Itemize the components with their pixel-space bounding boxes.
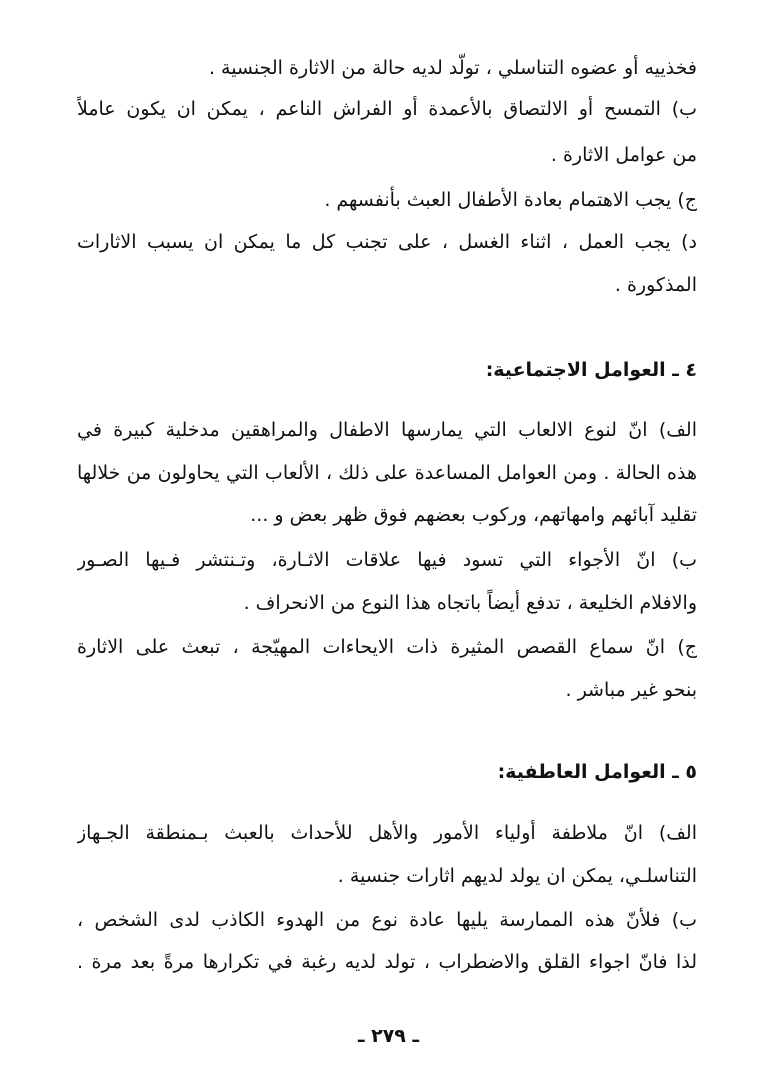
text-line-3: من عوامل الاثارة .	[550, 144, 697, 166]
text-line-16: الف) انّ ملاطفة أولياء الأمور والأهل للأحداث بالعبث بـمنطقة الجـهاز	[77, 822, 697, 844]
text-line-9: هذه الحالة . ومن العوامل المساعدة على ذلك ، الألعاب التي يحاولون من خلالها	[77, 462, 697, 484]
text-line-11: ب) انّ الأجواء التي تسود فيها علاقات الاثـارة، وتـنتشر فـيها الصـور	[77, 549, 697, 571]
text-line-18: ب) فلأنّ هذه الممارسة يليها عادة نوع من الهدوء الكاذب لدى الشخص ،	[77, 909, 697, 931]
text-line-14: بنحو غير مباشر .	[565, 679, 697, 701]
text-line-4: ج) يجب الاهتمام بعادة الأطفال العبث بأنفسهم .	[324, 189, 697, 211]
text-line-10: تقليد آبائهم وامهاتهم، وركوب بعضهم فوق ظهر بعض و ...	[250, 504, 697, 526]
text-line-5: د) يجب العمل ، اثناء الغسل ، على تجنب كل ما يمكن ان يسبب الاثارات	[77, 231, 697, 253]
text-line-2: ب) التمسح أو الالتصاق بالأعمدة أو الفراش الناعم ، يمكن ان يكون عاملاً	[77, 98, 697, 120]
text-line-6: المذكورة .	[614, 274, 697, 296]
text-line-13: ج) انّ سماع القصص المثيرة ذات الايحاءات المهيّجة ، تبعث على الاثارة	[77, 636, 697, 658]
text-line-8: الف) انّ لنوع الالعاب التي يمارسها الاطفال والمراهقين مدخلية كبيرة في	[77, 419, 697, 441]
page-number: ـ ٢٧٩ ـ	[357, 1025, 419, 1047]
section-heading-emotional-factors: ٥ ـ العوامل العاطفية:	[497, 761, 697, 783]
text-line-17: التناسلـي، يمكن ان يولد لديهم اثارات جنسية .	[337, 865, 697, 887]
text-line-12: والافلام الخليعة ، تدفع أيضاً باتجاه هذا النوع من الانحراف .	[243, 592, 697, 614]
section-heading-social-factors: ٤ ـ العوامل الاجتماعية:	[485, 359, 697, 381]
text-line-1: فخذييه أو عضوه التناسلي ، تولّد لديه حالة من الاثارة الجنسية .	[208, 57, 697, 79]
text-line-19: لذا فانّ اجواء القلق والاضطراب ، تولد لديه رغبة في تكرارها مرةً بعد مرة .	[77, 951, 697, 973]
